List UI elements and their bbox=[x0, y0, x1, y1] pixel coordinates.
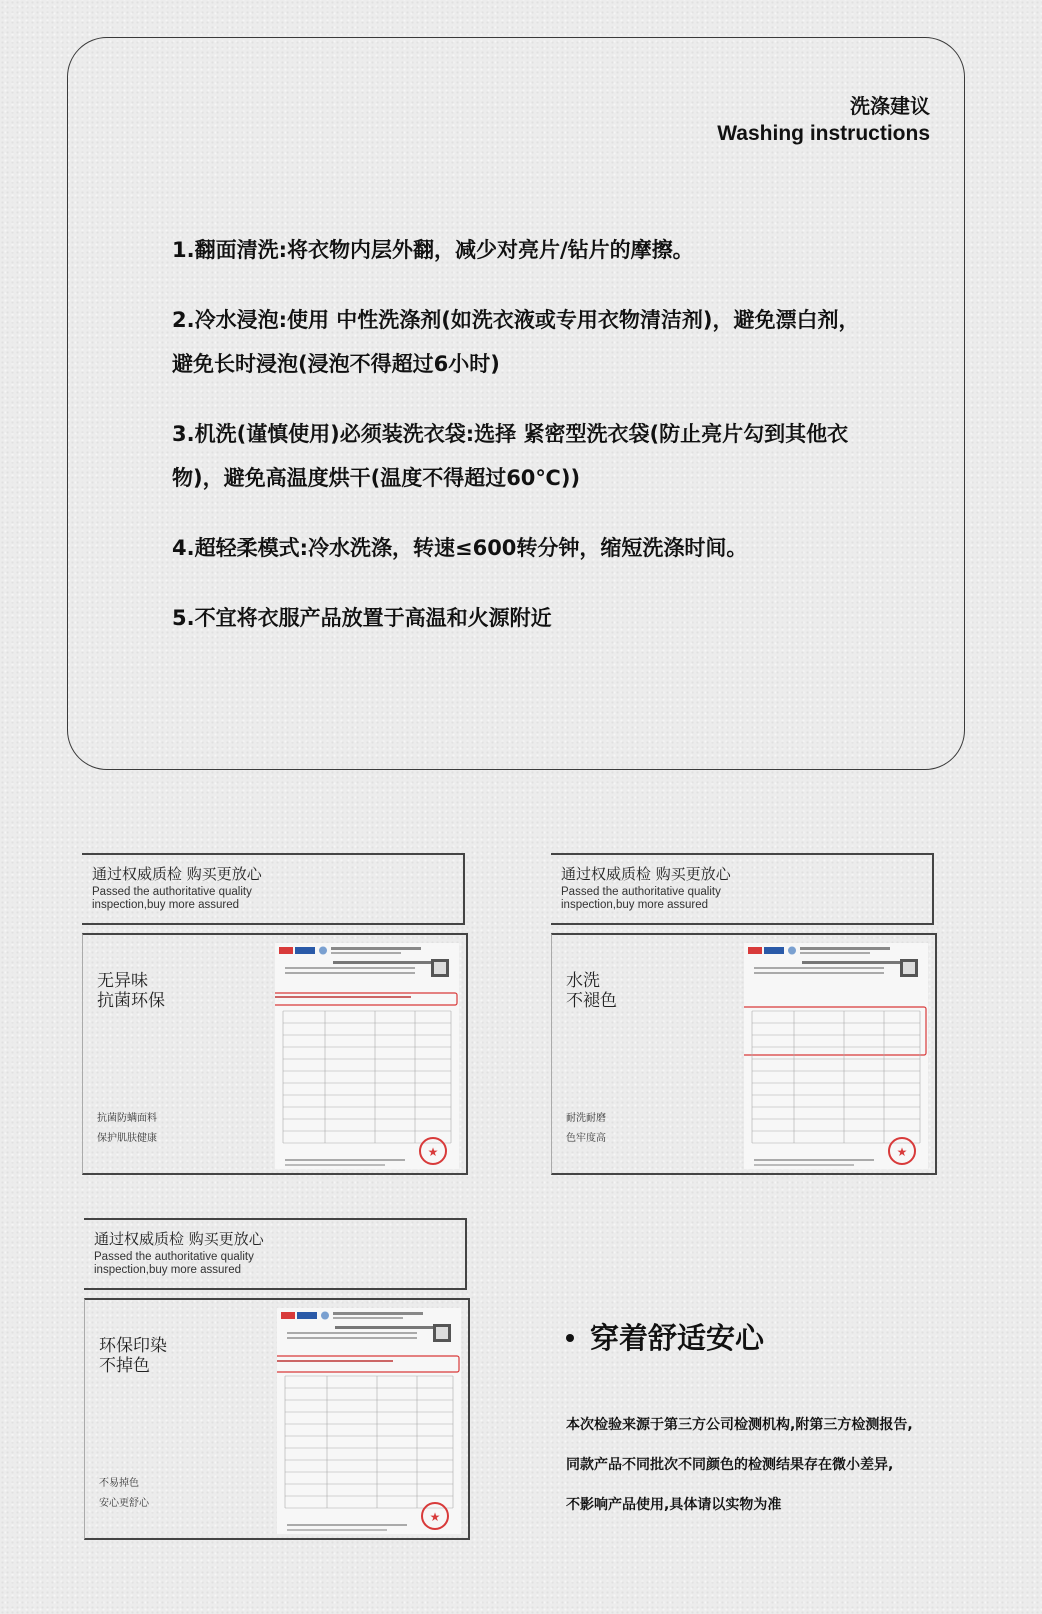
card-note-line1: 抗菌防螨面料 bbox=[97, 1113, 157, 1124]
card-header-zh: 通过权威质检 购买更放心 bbox=[561, 865, 731, 883]
washing-step-2: 2.冷水浸泡:使用 中性洗涤剂(如洗衣液或专用衣物清洁剂)，避免漂白剂，避免长时浸泡(浸泡不得超过6小时) bbox=[172, 308, 860, 376]
card-body bbox=[82, 933, 468, 1175]
card-note-line2: 保护肌肤健康 bbox=[97, 1133, 157, 1144]
washing-step-1: 1.翻面清洗:将衣物内层外翻，减少对亮片/钻片的摩擦。 bbox=[172, 238, 694, 262]
card-feature bbox=[97, 971, 165, 1011]
comfort-disclaimer bbox=[566, 1405, 996, 1525]
washing-step-4: 4.超轻柔模式:冷水洗涤，转速≤600转分钟，缩短洗涤时间。 bbox=[172, 536, 748, 560]
washing-title-zh: 洗涤建议 bbox=[850, 94, 930, 118]
washing-steps bbox=[172, 228, 872, 666]
quality-card-2 bbox=[551, 853, 937, 1175]
test-report-document-icon bbox=[275, 943, 459, 1169]
comfort-title bbox=[566, 1316, 764, 1357]
card-feature-line2: 抗菌环保 bbox=[97, 991, 165, 1011]
washing-title bbox=[717, 92, 930, 148]
card-body bbox=[551, 933, 937, 1175]
disclaimer-line-3: 不影响产品使用,具体请以实物为准 bbox=[566, 1497, 782, 1513]
card-feature-line2: 不褪色 bbox=[566, 991, 617, 1011]
card-header-zh: 通过权威质检 购买更放心 bbox=[92, 865, 262, 883]
washing-step-5: 5.不宜将衣服产品放置于高温和火源附近 bbox=[172, 606, 552, 630]
card-header bbox=[82, 853, 465, 925]
svg-text:★: ★ bbox=[896, 1145, 908, 1159]
card-header-en: Passed the authoritative quality inspection,buy more assured bbox=[561, 886, 721, 911]
svg-text:★: ★ bbox=[427, 1145, 439, 1159]
bullet-dot-icon bbox=[566, 1334, 574, 1342]
washing-instructions-panel bbox=[67, 37, 965, 770]
card-feature-line1: 环保印染 bbox=[99, 1336, 167, 1356]
card-header-en: Passed the authoritative quality inspection,buy more assured bbox=[92, 886, 252, 911]
comfort-title-text: 穿着舒适安心 bbox=[590, 1321, 765, 1355]
card-note bbox=[99, 1474, 149, 1514]
card-note-line1: 耐洗耐磨 bbox=[566, 1113, 606, 1124]
card-feature bbox=[99, 1336, 167, 1376]
washing-title-en: Washing instructions bbox=[717, 122, 930, 145]
washing-step-3: 3.机洗(谨慎使用)必须装洗衣袋:选择 紧密型洗衣袋(防止亮片勾到其他衣物)，避免高温度烘干(温度不得超过60℃)) bbox=[172, 422, 849, 490]
svg-text:★: ★ bbox=[429, 1510, 441, 1524]
card-header bbox=[84, 1218, 467, 1290]
card-header bbox=[551, 853, 934, 925]
test-report-document-icon bbox=[744, 943, 928, 1169]
card-feature-line1: 水洗 bbox=[566, 971, 600, 991]
card-note bbox=[566, 1109, 606, 1149]
disclaimer-line-1: 本次检验来源于第三方公司检测机构,附第三方检测报告, bbox=[566, 1417, 913, 1433]
quality-card-1 bbox=[82, 853, 468, 1175]
card-feature-line1: 无异味 bbox=[97, 971, 148, 991]
card-header-en: Passed the authoritative quality inspection,buy more assured bbox=[94, 1251, 254, 1276]
card-note-line2: 安心更舒心 bbox=[99, 1498, 149, 1509]
card-feature bbox=[566, 971, 617, 1011]
card-body bbox=[84, 1298, 470, 1540]
test-report-document-icon bbox=[277, 1308, 461, 1534]
quality-card-3 bbox=[84, 1218, 470, 1540]
card-note-line2: 色牢度高 bbox=[566, 1133, 606, 1144]
card-note bbox=[97, 1109, 157, 1149]
disclaimer-line-2: 同款产品不同批次不同颜色的检测结果存在微小差异, bbox=[566, 1457, 894, 1473]
card-feature-line2: 不掉色 bbox=[99, 1356, 150, 1376]
card-note-line1: 不易掉色 bbox=[99, 1478, 139, 1489]
card-header-zh: 通过权威质检 购买更放心 bbox=[94, 1230, 264, 1248]
